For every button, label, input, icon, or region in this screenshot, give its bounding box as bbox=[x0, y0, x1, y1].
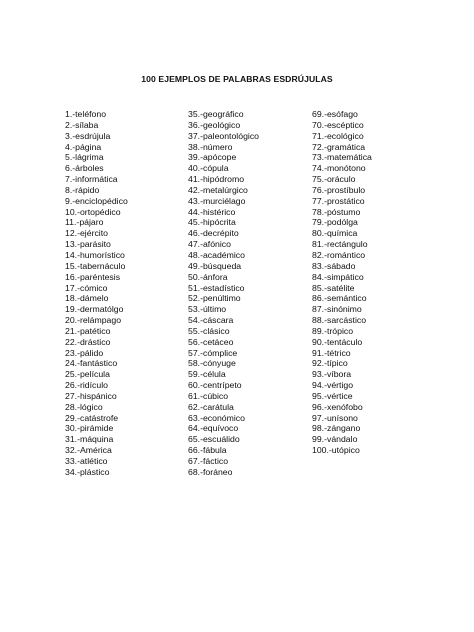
word-list-item: 52.-penúltimo bbox=[188, 293, 241, 304]
word-list-item: 72.-gramática bbox=[312, 141, 366, 152]
word-list-item: 17.-cómico bbox=[65, 282, 108, 293]
word-list-item: 94.-vértigo bbox=[312, 380, 354, 391]
word-list-item: 59.-célula bbox=[188, 369, 226, 380]
word-list-item: 45.-hipócrita bbox=[188, 217, 236, 228]
word-list-item: 53.-último bbox=[188, 304, 227, 315]
word-list-item: 48.-académico bbox=[188, 249, 245, 260]
word-list-item: 38.-número bbox=[188, 141, 233, 152]
word-list-item: 7.-informática bbox=[65, 174, 118, 185]
word-list-item: 2.-sílaba bbox=[65, 119, 99, 130]
word-list-item: 36.-geológico bbox=[188, 119, 241, 130]
word-list-item: 29.-catástrofe bbox=[65, 412, 119, 423]
word-list-item: 3.-esdrújula bbox=[65, 130, 111, 141]
word-list-item: 91.-tétrico bbox=[312, 347, 351, 358]
word-list-item: 55.-clásico bbox=[188, 325, 230, 336]
word-list-item: 12.-ejército bbox=[65, 228, 108, 239]
word-list-item: 19.-dermatólgo bbox=[65, 304, 124, 315]
word-list-item: 39.-apócope bbox=[188, 152, 237, 163]
word-list-item: 28.-lógico bbox=[65, 401, 103, 412]
word-list-item: 5.-lágrima bbox=[65, 152, 104, 163]
word-list-item: 27.-hispánico bbox=[65, 390, 117, 401]
word-list-item: 99.-vándalo bbox=[312, 434, 358, 445]
word-list-item: 41.-hipódromo bbox=[188, 174, 245, 185]
word-list-item: 82.-romántico bbox=[312, 249, 366, 260]
word-list-item: 24.-fantástico bbox=[65, 358, 118, 369]
word-list-item: 13.-parásito bbox=[65, 239, 111, 250]
word-list-item: 93.-víbora bbox=[312, 369, 352, 380]
word-column-2 bbox=[188, 109, 259, 478]
word-list-item: 46.-decrépito bbox=[188, 228, 239, 239]
word-list-item: 56.-cetáceo bbox=[188, 336, 234, 347]
word-list-item: 15.-tabernáculo bbox=[65, 260, 126, 271]
word-list-item: 57.-cómplice bbox=[188, 347, 238, 358]
word-list-item: 30.-pirámide bbox=[65, 423, 114, 434]
word-list-item: 21.-patético bbox=[65, 325, 111, 336]
word-list-item: 80.-química bbox=[312, 228, 358, 239]
word-list-item: 98.-zángano bbox=[312, 423, 361, 434]
word-list-item: 58.-cónyuge bbox=[188, 358, 236, 369]
word-list-item: 96.-xenófobo bbox=[312, 401, 363, 412]
word-list-item: 92.-típico bbox=[312, 358, 348, 369]
word-list-item: 34.-plástico bbox=[65, 466, 110, 477]
word-list-item: 31.-máquina bbox=[65, 434, 114, 445]
word-list-item: 84.-simpático bbox=[312, 271, 364, 282]
word-list-item: 22.-drástico bbox=[65, 336, 111, 347]
word-list-item: 25.-película bbox=[65, 369, 110, 380]
word-list-item: 6.-árboles bbox=[65, 163, 104, 174]
word-list-item: 51.-estadístico bbox=[188, 282, 245, 293]
word-list-item: 97.-unísono bbox=[312, 412, 358, 423]
word-list-item: 77.-prostático bbox=[312, 195, 365, 206]
word-list-item: 43.-murciélago bbox=[188, 195, 246, 206]
word-list-item: 87.-sinónimo bbox=[312, 304, 362, 315]
word-list-item: 75.-oráculo bbox=[312, 174, 356, 185]
word-list-item: 71.-ecológico bbox=[312, 130, 364, 141]
word-list-item: 60.-centrípeto bbox=[188, 380, 242, 391]
word-list-item: 78.-póstumo bbox=[312, 206, 361, 217]
word-list-item: 4.-página bbox=[65, 141, 102, 152]
word-list-item: 85.-satélite bbox=[312, 282, 355, 293]
word-list-item: 90.-tentáculo bbox=[312, 336, 363, 347]
word-list-item: 1.-teléfono bbox=[65, 109, 107, 119]
word-list-item: 26.-ridículo bbox=[65, 380, 108, 391]
word-list-item: 10.-ortopédico bbox=[65, 206, 121, 217]
word-list-item: 18.-dámelo bbox=[65, 293, 109, 304]
word-list-item: 32.-América bbox=[65, 445, 112, 456]
word-list-item: 68.-foráneo bbox=[188, 466, 233, 477]
word-column-1 bbox=[65, 109, 128, 478]
word-list-item: 95.-vértice bbox=[312, 390, 353, 401]
word-list-item: 44.-histérico bbox=[188, 206, 236, 217]
word-list-item: 64.-equívoco bbox=[188, 423, 239, 434]
word-list-item: 49.-búsqueda bbox=[188, 260, 242, 271]
word-list-item: 76.-prostíbulo bbox=[312, 184, 366, 195]
word-list-item: 40.-cópula bbox=[188, 163, 229, 174]
word-list-item: 42.-metalúrgico bbox=[188, 184, 248, 195]
word-list-item: 86.-semántico bbox=[312, 293, 367, 304]
word-list-item: 73.-matemática bbox=[312, 152, 372, 163]
word-list-item: 79.-podólga bbox=[312, 217, 358, 228]
word-list-item: 65.-escuálido bbox=[188, 434, 240, 445]
word-list-item: 83.-sábado bbox=[312, 260, 356, 271]
word-list-item: 14.-humorístico bbox=[65, 249, 125, 260]
word-list-item: 66.-fábula bbox=[188, 445, 227, 456]
word-list-item: 74.-monótono bbox=[312, 163, 366, 174]
word-list-item: 67.-fáctico bbox=[188, 456, 229, 466]
word-list-item: 35.-geográfico bbox=[188, 109, 244, 119]
word-list-item: 11.-pájaro bbox=[65, 217, 104, 228]
word-list-item: 50.-ánfora bbox=[188, 271, 228, 282]
document-title: 100 EJEMPLOS DE PALABRAS ESDRÚJULAS bbox=[141, 74, 333, 84]
word-list-item: 61.-cúbico bbox=[188, 390, 229, 401]
word-list-item: 81.-rectángulo bbox=[312, 239, 368, 250]
word-list-item: 63.-económico bbox=[188, 412, 245, 423]
word-list-item: 69.-esófago bbox=[312, 109, 358, 119]
word-list-item: 23.-pálido bbox=[65, 347, 104, 358]
word-column-3 bbox=[312, 109, 372, 456]
word-list-item: 37.-paleontológico bbox=[188, 130, 260, 141]
word-list-item: 54.-cáscara bbox=[188, 315, 234, 326]
word-list-item: 9.-enciclopédico bbox=[65, 195, 128, 206]
word-list-item: 70.-escéptico bbox=[312, 119, 364, 130]
word-list-item: 8.-rápido bbox=[65, 184, 100, 195]
word-list-item: 47.-afónico bbox=[188, 239, 231, 250]
word-list-item: 33.-atlético bbox=[65, 456, 108, 466]
word-list-item: 88.-sarcástico bbox=[312, 315, 367, 326]
word-list-item: 89.-trópico bbox=[312, 325, 354, 336]
word-list-item: 100.-utópico bbox=[312, 445, 360, 456]
word-list-item: 16.-paréntesis bbox=[65, 271, 121, 282]
word-list-item: 62.-carátula bbox=[188, 401, 234, 412]
word-list-item: 20.-relámpago bbox=[65, 315, 122, 326]
